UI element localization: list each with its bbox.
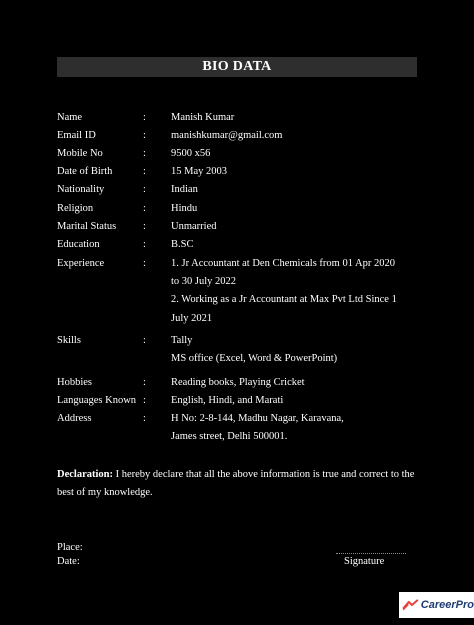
label-dob: Date of Birth bbox=[57, 166, 113, 177]
label-hobbies: Hobbies bbox=[57, 377, 92, 388]
careerpro-logo bbox=[399, 592, 474, 618]
colon: : bbox=[143, 377, 146, 388]
value-nationality: Indian bbox=[171, 184, 198, 195]
declaration bbox=[57, 466, 419, 502]
value-experience-line: 1. Jr Accountant at Den Chemicals from 01 Apr 2020 bbox=[171, 258, 395, 269]
title-bar bbox=[57, 57, 417, 77]
label-education: Education bbox=[57, 239, 100, 250]
value-address-line: James street, Delhi 500001. bbox=[171, 431, 288, 442]
value-education: B.SC bbox=[171, 239, 194, 250]
colon: : bbox=[143, 203, 146, 214]
label-experience: Experience bbox=[57, 258, 105, 269]
value-skills-line: MS office (Excel, Word & PowerPoint) bbox=[171, 353, 338, 364]
colon: : bbox=[143, 239, 146, 250]
colon: : bbox=[143, 395, 146, 406]
careerpro-logo-icon bbox=[402, 598, 419, 612]
value-experience-line: 2. Working as a Jr Accountant at Max Pvt Ltd Since 1 bbox=[171, 294, 397, 305]
label-religion: Religion bbox=[57, 203, 94, 214]
value-hobbies: Reading books, Playing Cricket bbox=[171, 377, 305, 388]
place-label: Place: bbox=[57, 542, 83, 553]
label-address: Address bbox=[57, 413, 92, 424]
signature-line bbox=[336, 553, 406, 554]
value-mobile: 9500 x56 bbox=[171, 148, 211, 159]
value-languages: English, Hindi, and Marati bbox=[171, 395, 284, 406]
value-name: Manish Kumar bbox=[171, 112, 235, 123]
colon: : bbox=[143, 221, 146, 232]
value-marital-status: Unmarried bbox=[171, 221, 217, 232]
label-nationality: Nationality bbox=[57, 184, 105, 195]
colon: : bbox=[143, 148, 146, 159]
value-address-line: H No: 2-8-144, Madhu Nagar, Karavana, bbox=[171, 413, 344, 424]
colon: : bbox=[143, 413, 146, 424]
colon: : bbox=[143, 130, 146, 141]
colon: : bbox=[143, 335, 146, 346]
date-label: Date: bbox=[57, 556, 80, 567]
colon: : bbox=[143, 184, 146, 195]
label-email: Email ID bbox=[57, 130, 96, 141]
colon: : bbox=[143, 258, 146, 269]
logo-text: CareerPro bbox=[420, 599, 474, 611]
label-languages: Languages Known bbox=[57, 395, 137, 406]
signature-label: Signature bbox=[344, 556, 385, 567]
value-email: manishkumar@gmail.com bbox=[171, 130, 283, 141]
declaration-text: I hereby declare that all the above information is true and correct to the best of my knowledge. bbox=[57, 469, 415, 498]
label-skills: Skills bbox=[57, 335, 81, 346]
colon: : bbox=[143, 166, 146, 177]
value-experience-line: to 30 July 2022 bbox=[171, 276, 237, 287]
page-title: BIO DATA bbox=[202, 59, 272, 74]
colon: : bbox=[143, 112, 146, 123]
label-marital-status: Marital Status bbox=[57, 221, 117, 232]
value-religion: Hindu bbox=[171, 203, 198, 214]
label-mobile: Mobile No bbox=[57, 148, 103, 159]
value-experience-line: July 2021 bbox=[171, 313, 213, 324]
label-name: Name bbox=[57, 112, 83, 123]
value-dob: 15 May 2003 bbox=[171, 166, 227, 177]
value-skills-line: Tally bbox=[171, 335, 193, 346]
declaration-label: Declaration: bbox=[57, 469, 113, 480]
